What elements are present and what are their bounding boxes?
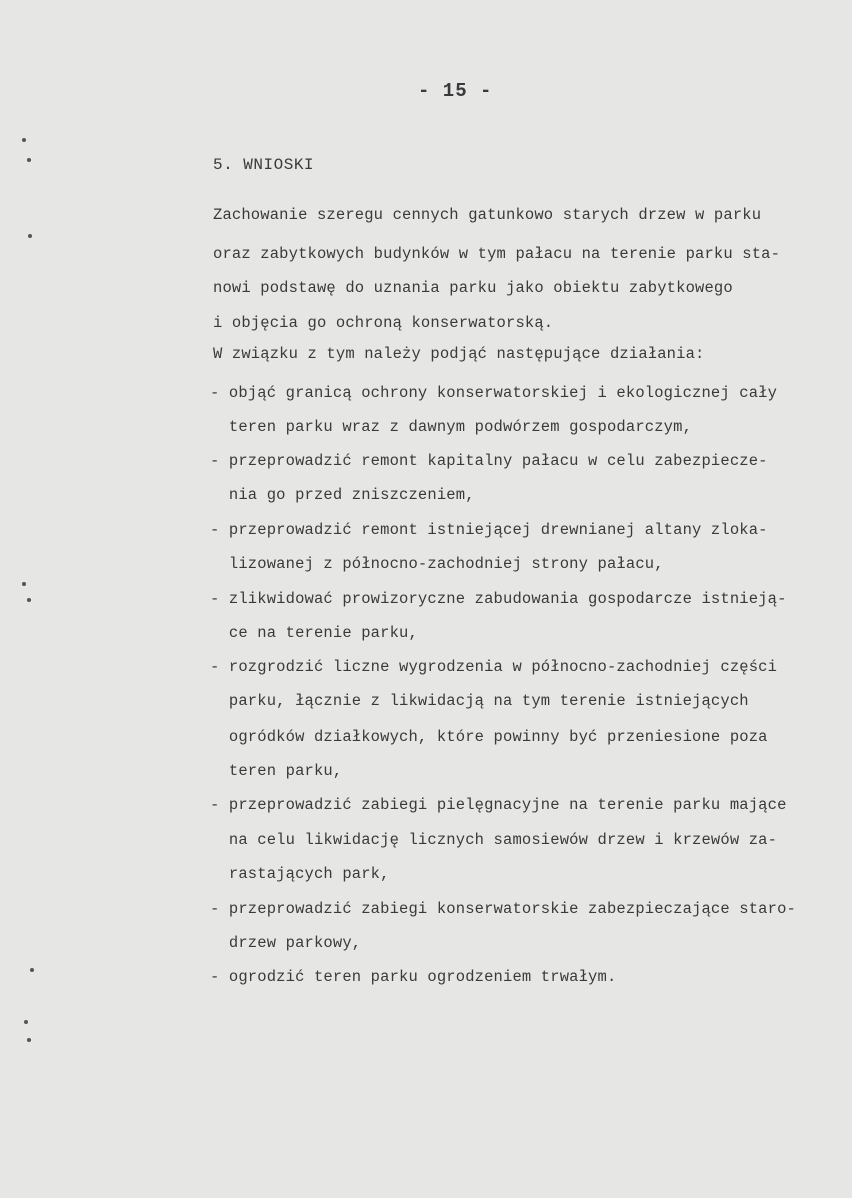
action-line: - rozgrodzić liczne wygrodzenia w północno-zachodniej części [210, 658, 778, 676]
action-line: - przeprowadzić remont istniejącej drewnianej altany zloka- [210, 521, 768, 539]
margin-speck [30, 968, 34, 972]
action-line: rastających park, [210, 865, 390, 883]
action-line: - objąć granicą ochrony konserwatorskiej i ekologicznej cały [210, 384, 778, 402]
action-line: ogródków działkowych, które powinny być przeniesione poza [210, 728, 768, 746]
action-line: - przeprowadzić zabiegi konserwatorskie zabezpieczające staro- [210, 900, 796, 918]
action-line: drzew parkowy, [210, 934, 362, 952]
action-line: - ogrodzić teren parku ogrodzeniem trwałym. [210, 968, 617, 986]
action-line: lizowanej z północno-zachodniej strony pałacu, [210, 555, 664, 573]
margin-speck [28, 234, 32, 238]
margin-speck [22, 582, 26, 586]
action-line: nia go przed zniszczeniem, [210, 486, 475, 504]
margin-speck [27, 1038, 31, 1042]
margin-speck [24, 1020, 28, 1024]
intro-line: nowi podstawę do uznania parku jako obiektu zabytkowego [213, 279, 733, 297]
action-line: - zlikwidować prowizoryczne zabudowania gospodarcze istnieją- [210, 590, 787, 608]
margin-speck [27, 158, 31, 162]
action-line: teren parku wraz z dawnym podwórzem gospodarczym, [210, 418, 693, 436]
page-number: - 15 - [418, 80, 493, 102]
action-line: teren parku, [210, 762, 343, 780]
action-line: - przeprowadzić remont kapitalny pałacu w celu zabezpiecze- [210, 452, 768, 470]
margin-speck [22, 138, 26, 142]
action-line: - przeprowadzić zabiegi pielęgnacyjne na terenie parku mające [210, 796, 787, 814]
intro-line: Zachowanie szeregu cennych gatunkowo starych drzew w parku [213, 206, 762, 224]
section-heading: 5. WNIOSKI [213, 156, 315, 174]
action-line: na celu likwidację licznych samosiewów drzew i krzewów za- [210, 831, 778, 849]
action-line: parku, łącznie z likwidacją na tym terenie istniejących [210, 692, 749, 710]
intro-line: oraz zabytkowych budynków w tym pałacu na terenie parku sta- [213, 245, 781, 263]
intro-line: W związku z tym należy podjąć następujące działania: [213, 345, 705, 363]
margin-speck [27, 598, 31, 602]
intro-line: i objęcia go ochroną konserwatorską. [213, 314, 554, 332]
action-line: ce na terenie parku, [210, 624, 418, 642]
